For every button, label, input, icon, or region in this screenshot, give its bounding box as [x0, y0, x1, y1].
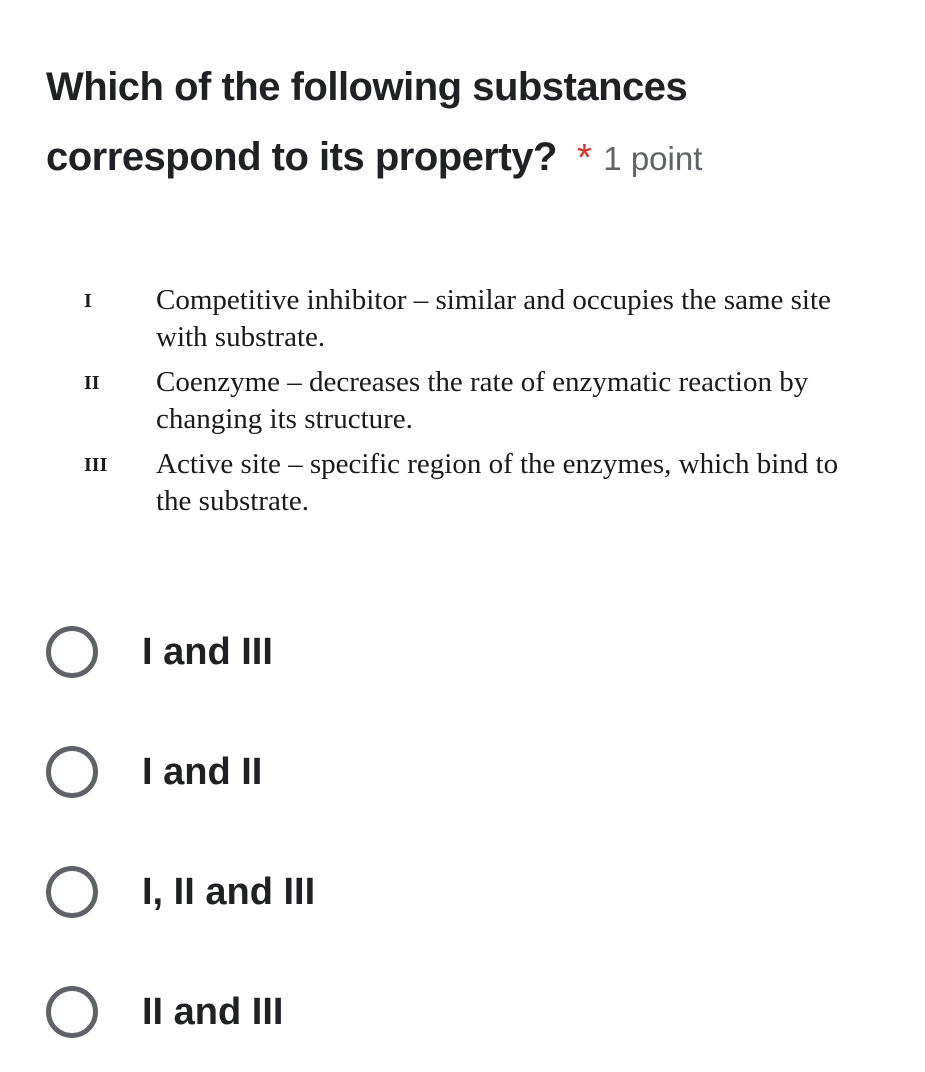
- statement-text: Competitive inhibitor – similar and occupies the same site with substrate.: [156, 284, 831, 353]
- question-header: [46, 52, 886, 194]
- option-i-ii-and-iii[interactable]: [46, 832, 886, 952]
- statement-item: [70, 282, 860, 356]
- statement-text: Coenzyme – decreases the rate of enzymatic reaction by changing its structure.: [156, 366, 809, 435]
- statement-item: [70, 364, 860, 438]
- option-label: I and III: [142, 630, 273, 673]
- option-label: I, II and III: [142, 870, 316, 913]
- statement-numeral: I: [84, 290, 92, 312]
- question-image: [70, 282, 860, 532]
- option-i-and-ii[interactable]: [46, 712, 886, 832]
- statement-numeral: II: [84, 372, 100, 394]
- radio-button[interactable]: [46, 746, 98, 798]
- radio-button[interactable]: [46, 626, 98, 678]
- radio-button[interactable]: [46, 866, 98, 918]
- statement-item: [70, 446, 860, 520]
- option-label: II and III: [142, 990, 284, 1033]
- option-i-and-iii[interactable]: [46, 592, 886, 712]
- option-ii-and-iii[interactable]: [46, 952, 886, 1072]
- points-label: 1 point: [603, 140, 703, 177]
- statement-text: Active site – specific region of the enzymes, which bind to the substrate.: [156, 448, 839, 517]
- option-label: I and II: [142, 750, 263, 793]
- answer-options: [46, 592, 886, 1072]
- radio-button[interactable]: [46, 986, 98, 1038]
- required-marker: *: [577, 137, 592, 179]
- statement-numeral: III: [84, 454, 108, 476]
- question-title: Which of the following substances correspond to its property?: [46, 65, 688, 179]
